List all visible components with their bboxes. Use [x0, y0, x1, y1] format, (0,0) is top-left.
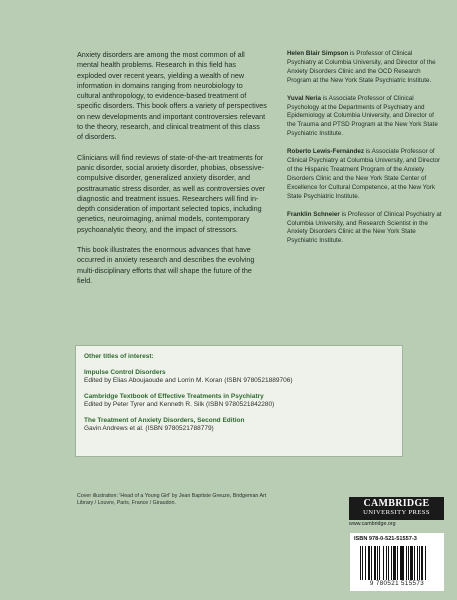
other-titles-heading: Other titles of interest: [84, 353, 154, 360]
barcode-digits: 9 780521 515573 [369, 580, 425, 587]
editor-bio-3 [287, 148, 442, 201]
publisher-subname: UNIVERSITY PRESS [363, 509, 430, 516]
other-title-name: The Treatment of Anxiety Disorders, Second Edition [84, 416, 245, 424]
editors-column [287, 50, 442, 255]
publisher-name: CAMBRIDGE [363, 498, 430, 509]
other-title-item [84, 369, 394, 386]
barcode-stripe [362, 546, 364, 580]
other-title-detail: Edited by Elias Aboujaoude and Lorrin M. Koran (ISBN 9780521889706) [84, 377, 293, 384]
other-title-item [84, 393, 394, 410]
publisher-website: www.cambridge.org [349, 521, 396, 527]
barcode-stripe [393, 546, 395, 580]
other-titles-box [75, 345, 403, 457]
barcode-stripe [414, 546, 415, 580]
barcode-stripe [408, 546, 410, 580]
cover-illustration-credit: Cover illustration: 'Head of a Young Girl' by Jean Baptiste Greuze, Bridgeman Art Library / Louvre, Paris, France / Giraudon. [77, 493, 267, 507]
other-title-name: Impulse Control Disorders [84, 368, 166, 376]
barcode-stripe [379, 546, 381, 580]
isbn-label: ISBN 978-0-521-51557-3 [354, 536, 417, 542]
blurb-paragraph-1: Anxiety disorders are among the most common of all mental health problems. Research in this field has exploded over recent years, yielding a wealth of new information in domains ranging from neurobiology to cultural anthropology, to evidence-based treatment of specific disorders. This book offers a variety of perspectives on new developments and important controversies relevant to the theory, research, and clinical treatment of this class of disorders. [77, 50, 267, 142]
barcode-stripe [425, 546, 427, 580]
other-title-detail: Edited by Peter Tyrer and Kenneth R. Silk (ISBN 9780521842280) [84, 401, 275, 408]
editor-bio-text: is Associate Professor of Clinical Psychiatry at Columbia University, and Director of the Hispanic Treatment Program of the Anxiety Disorders Clinic and the New York State Center of Excellence for Cultural Competence, at the New York State Psychiatric Institute. [287, 148, 441, 200]
editor-name: Yuval Neria [287, 94, 321, 102]
barcode-stripe [391, 546, 392, 580]
other-title-item [84, 417, 394, 434]
barcode-stripe [365, 546, 366, 580]
barcode-stripe [371, 546, 372, 580]
blurb-paragraph-2: Clinicians will find reviews of state-of-the-art treatments for panic disorder, social anxiety disorder, phobias, obsessive-compulsive disorder, generalized anxiety disorder, and posttraumatic stress disorder, as well as controversies over diagnostic and treatment issues. Researchers will find in-depth consideration of important selected topics, including genetics, neuroimaging, animal models, contemporary psychoanalytic theory, and the impact of stressors. [77, 152, 266, 234]
editor-name: Helen Blair Simpson [287, 50, 349, 57]
barcode-stripe [421, 546, 423, 580]
barcode-stripe [406, 546, 407, 580]
barcode-stripe [401, 546, 403, 580]
other-title-detail: Gavin Andrews et al. (ISBN 9780521788779) [84, 425, 214, 432]
publisher-logo [349, 497, 444, 520]
barcode-stripe [377, 546, 378, 580]
blurb-paragraph-3: This book illustrates the enormous advances that have occurred in anxiety research and describes the evolving multi-disciplinary efforts that will shape the future of the field. [77, 245, 255, 285]
barcode-stripe [388, 546, 390, 580]
barcode-icon [360, 546, 438, 580]
blurb-column [77, 50, 267, 296]
editor-name: Roberto Lewis-Fernández [287, 148, 364, 156]
barcode-stripe [397, 546, 399, 580]
editor-bio-text: is Professor of Clinical Psychiatry at Columbia University, and Research Scientist in the Anxiety Disorders Clinic at the New York State Psychiatric Institute. [287, 210, 442, 245]
editor-name: Franklin Schneier [287, 210, 340, 218]
editor-bio-text: is Professor of Clinical Psychiatry at Columbia University, and Director of the Anxiety Disorders Clinic and the OCD Research Program at the New York State Psychiatric Institute. [287, 50, 436, 84]
barcode-stripe [386, 546, 387, 580]
editor-bio-2 [287, 95, 442, 140]
other-title-name: Cambridge Textbook of Effective Treatments in Psychiatry [84, 392, 264, 400]
editor-bio-text: is Associate Professor of Clinical Psychology at the Departments of Psychiatry and Epidemiology at Columbia University, and Director of the Trauma and PTSD Program at the New York State Psychiatric Institute. [287, 94, 438, 138]
barcode-stripe [383, 546, 384, 580]
editor-bio-4 [287, 211, 442, 247]
barcode-stripe [410, 546, 412, 580]
barcode-stripe [400, 546, 401, 580]
barcode-stripe [368, 546, 370, 580]
barcode-panel [350, 533, 444, 591]
editor-bio-1 [287, 50, 442, 86]
barcode-stripe [374, 546, 376, 580]
barcode-stripe [360, 546, 361, 580]
barcode-stripe [417, 546, 418, 580]
barcode-stripe [419, 546, 420, 580]
